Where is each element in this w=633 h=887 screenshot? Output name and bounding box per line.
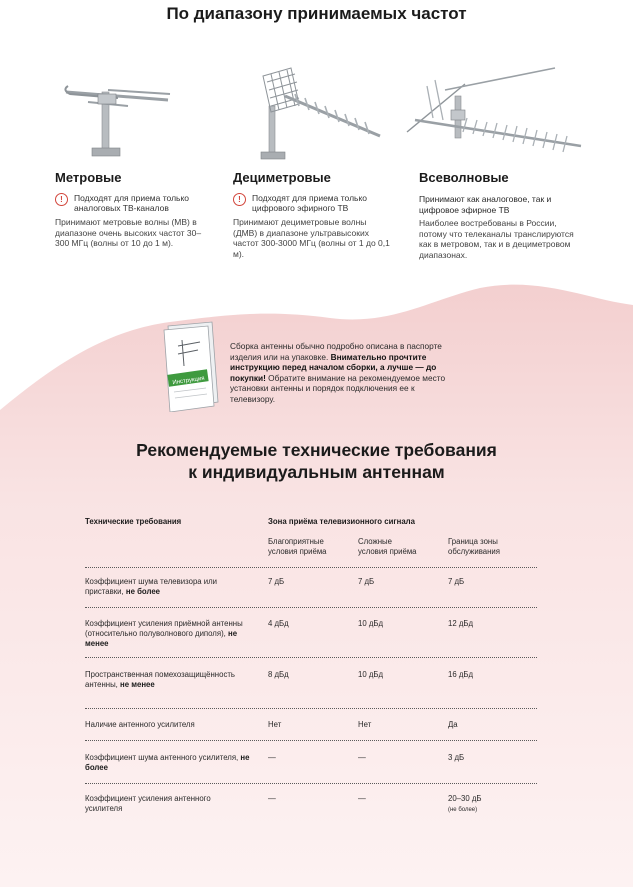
antenna-intro: Принимают как аналоговое, так и цифровое эфирное ТВ [419, 194, 552, 215]
table-cell [448, 794, 482, 815]
table-cell: Нет [358, 720, 372, 729]
zone-edge [448, 537, 500, 557]
table-cell: Да [448, 720, 458, 729]
table-row-label: Наличие антенного усилителя [85, 720, 195, 729]
table-row-label: Коэффициент шума антенного усилителя, не более [85, 753, 250, 772]
zone-hard-line1: Сложные [358, 537, 392, 546]
antenna-card-meter [55, 170, 205, 249]
table-cell: — [268, 753, 276, 762]
table-cell: 7 дБ [448, 577, 465, 586]
zone-good-line2: условия приёма [268, 547, 327, 556]
requirements-title-line2: к индивидуальным антеннам [188, 462, 445, 482]
zone-good [268, 537, 327, 557]
table-cell: 16 дБд [448, 670, 474, 679]
decimeter-antenna-image [255, 66, 385, 162]
table-cell: 12 дБд [448, 619, 474, 628]
antenna-description: Принимают дециметровые волны (ДМВ) в диапазоне ультравысоких частот 300-3000 МГц (волны от 1 до 0,1 м). [233, 217, 390, 259]
row-divider [85, 740, 537, 741]
instruction-book-image [160, 320, 222, 412]
table-cell: 7 дБ [358, 577, 375, 586]
requirements-title-line1: Рекомендуемые технические требования [136, 440, 497, 460]
table-cell: — [358, 794, 366, 803]
row-divider [85, 783, 537, 784]
zone-hard [358, 537, 417, 557]
table-cell-note: (не более) [448, 807, 478, 813]
table-cell: 7 дБ [268, 577, 285, 586]
row-divider [85, 708, 537, 709]
table-cell: — [358, 753, 366, 762]
table-cell: 10 дБд [358, 619, 384, 628]
warning-text: Подходят для приема только цифрового эфирного ТВ [252, 193, 368, 213]
table-row-label: Коэффициент усиления приёмной антенны (относительно полуволнового диполя), не менее [85, 619, 243, 648]
assembly-note [230, 341, 454, 404]
page-title: По диапазону принимаемых частот [166, 4, 467, 23]
row-divider [85, 657, 537, 658]
table-cell: — [268, 794, 276, 803]
table-cell: 3 дБ [448, 753, 465, 762]
antenna-name: Всеволновые [419, 170, 509, 185]
antenna-description: Наиболее востребованы в России, потому что телеканалы транслируются как в метровом, так и в дециметровом диапазонах. [419, 218, 574, 260]
assembly-text-2: Обратите внимание на рекомендуемое место установки антенны и порядок подключения ее к телевизору. [230, 372, 446, 404]
row-divider [85, 607, 537, 608]
assembly-emphasis: Внимательно прочтите инструкцию перед началом сборки, а лучше — до покупки! [230, 351, 437, 383]
table-cell: 4 дБд [268, 619, 289, 628]
warning-row [233, 193, 391, 213]
table-cell-value: 20–30 дБ [448, 794, 482, 803]
col-header-zone: Зона приёма телевизионного сигнала [268, 517, 415, 526]
antenna-card-decimeter [233, 170, 391, 259]
warning-icon: ! [55, 193, 68, 206]
warning-text: Подходят для приема только аналоговых ТВ-каналов [74, 193, 190, 213]
meter-antenna-image [58, 62, 178, 162]
antenna-name: Дециметровые [233, 170, 331, 185]
warning-row [55, 193, 205, 213]
warning-icon: ! [233, 193, 246, 206]
row-divider [85, 567, 537, 568]
zone-edge-line1: Граница зоны [448, 537, 498, 546]
antenna-name: Метровые [55, 170, 122, 185]
requirements-title [0, 439, 633, 483]
zone-hard-line2: условия приёма [358, 547, 417, 556]
table-cell: 10 дБд [358, 670, 384, 679]
table-row-label: Коэффициент шума телевизора или приставки, не более [85, 577, 218, 596]
assembly-text-1: Сборка антенны обычно подробно описана в паспорте изделия или на упаковке. [230, 341, 442, 362]
table-row-label: Коэффициент усиления антенного усилителя [85, 794, 211, 813]
table-row-label: Пространственная помехозащищённость антенны, не менее [85, 670, 235, 689]
allwave-antenna-image [405, 60, 585, 160]
antenna-card-allwave [419, 170, 584, 260]
zone-good-line1: Благоприятные [268, 537, 324, 546]
table-cell: 8 дБд [268, 670, 289, 679]
zone-edge-line2: обслуживания [448, 547, 500, 556]
antenna-description: Принимают метровые волны (МВ) в диапазоне очень высоких частот 30–300 МГц (волны от 10 до 1 м). [55, 217, 202, 248]
col-header-requirements: Технические требования [85, 517, 182, 526]
table-cell: Нет [268, 720, 282, 729]
book-label: Инструкция [172, 375, 205, 387]
